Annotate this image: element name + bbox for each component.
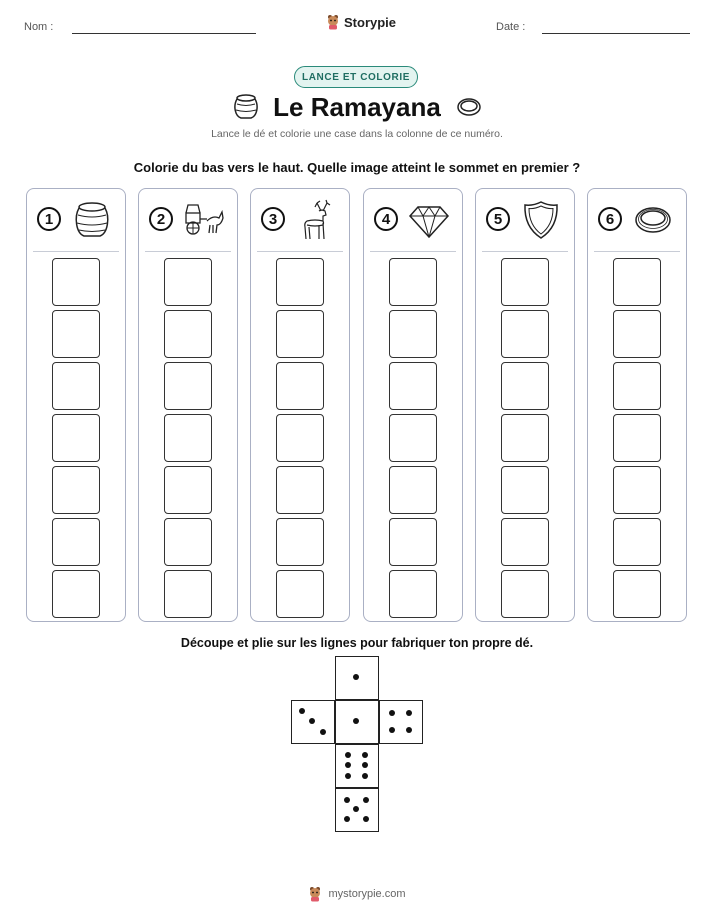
dice-pip bbox=[344, 797, 350, 803]
color-box[interactable] bbox=[389, 414, 437, 462]
dice-pip bbox=[389, 727, 395, 733]
dice-pip bbox=[345, 752, 351, 758]
color-box[interactable] bbox=[164, 466, 212, 514]
column-divider bbox=[370, 251, 456, 252]
color-box[interactable] bbox=[52, 570, 100, 618]
dice-pip bbox=[362, 773, 368, 779]
deer-icon bbox=[295, 199, 337, 241]
dice-pip bbox=[344, 816, 350, 822]
name-line[interactable] bbox=[72, 33, 256, 34]
dice-pip bbox=[389, 710, 395, 716]
color-box[interactable] bbox=[52, 310, 100, 358]
column-number: 2 bbox=[149, 207, 173, 231]
color-box[interactable] bbox=[276, 310, 324, 358]
color-box[interactable] bbox=[501, 570, 549, 618]
color-box[interactable] bbox=[389, 310, 437, 358]
date-label: Date : bbox=[496, 21, 526, 33]
dice-face-5 bbox=[335, 788, 379, 832]
footer-url[interactable]: mystorypie.com bbox=[328, 888, 406, 900]
color-box[interactable] bbox=[389, 518, 437, 566]
activity-badge: LANCE ET COLORIE bbox=[294, 66, 418, 88]
column-number: 1 bbox=[37, 207, 61, 231]
color-box[interactable] bbox=[164, 518, 212, 566]
color-box[interactable] bbox=[164, 414, 212, 462]
ring-icon bbox=[632, 199, 674, 241]
color-box[interactable] bbox=[389, 466, 437, 514]
color-box[interactable] bbox=[164, 310, 212, 358]
color-box[interactable] bbox=[501, 310, 549, 358]
dice-pip bbox=[299, 708, 305, 714]
pot-icon bbox=[71, 199, 113, 241]
column-divider bbox=[33, 251, 119, 252]
storypie-mascot-icon bbox=[308, 886, 322, 902]
dice-pip bbox=[353, 806, 359, 812]
dice-pip bbox=[362, 752, 368, 758]
color-box[interactable] bbox=[276, 362, 324, 410]
column-number: 5 bbox=[486, 207, 510, 231]
color-box[interactable] bbox=[501, 414, 549, 462]
dice-pip bbox=[406, 710, 412, 716]
color-box[interactable] bbox=[389, 570, 437, 618]
color-box[interactable] bbox=[164, 362, 212, 410]
dice-instruction: Découpe et plie sur les lignes pour fabriquer ton propre dé. bbox=[180, 636, 534, 650]
dice-pip bbox=[309, 718, 315, 724]
diamond-icon bbox=[408, 199, 450, 241]
dice-pip bbox=[406, 727, 412, 733]
color-box[interactable] bbox=[52, 362, 100, 410]
shield-icon bbox=[520, 199, 562, 241]
color-box[interactable] bbox=[276, 570, 324, 618]
color-box[interactable] bbox=[389, 258, 437, 306]
color-box[interactable] bbox=[613, 258, 661, 306]
color-box[interactable] bbox=[52, 258, 100, 306]
dice-pip bbox=[353, 718, 359, 724]
color-box[interactable] bbox=[52, 414, 100, 462]
column-number: 4 bbox=[374, 207, 398, 231]
color-box[interactable] bbox=[276, 518, 324, 566]
column-divider bbox=[257, 251, 343, 252]
column-divider bbox=[145, 251, 231, 252]
dice-pip bbox=[345, 762, 351, 768]
dice-face-1-center bbox=[335, 700, 379, 744]
column-divider bbox=[482, 251, 568, 252]
footer bbox=[0, 886, 714, 902]
column-1 bbox=[26, 188, 126, 622]
color-box[interactable] bbox=[613, 414, 661, 462]
column-number: 3 bbox=[261, 207, 285, 231]
color-box[interactable] bbox=[164, 258, 212, 306]
brand-name: Storypie bbox=[344, 14, 397, 30]
dice-pip bbox=[362, 762, 368, 768]
dice-face-4 bbox=[379, 700, 423, 744]
page-title: Le Ramayana bbox=[273, 92, 441, 122]
date-line[interactable] bbox=[542, 33, 690, 34]
column-2 bbox=[138, 188, 238, 622]
color-box[interactable] bbox=[613, 310, 661, 358]
ring-icon bbox=[456, 96, 482, 123]
color-box[interactable] bbox=[389, 362, 437, 410]
dice-pip bbox=[345, 773, 351, 779]
color-box[interactable] bbox=[276, 466, 324, 514]
color-box[interactable] bbox=[501, 362, 549, 410]
color-box[interactable] bbox=[52, 518, 100, 566]
color-box[interactable] bbox=[52, 466, 100, 514]
color-box[interactable] bbox=[613, 570, 661, 618]
color-box[interactable] bbox=[276, 258, 324, 306]
brand-logo bbox=[326, 14, 396, 30]
instruction-text: Colorie du bas vers le haut. Quelle image atteint le sommet en premier ? bbox=[133, 160, 581, 175]
column-number: 6 bbox=[598, 207, 622, 231]
color-box[interactable] bbox=[501, 258, 549, 306]
column-divider bbox=[594, 251, 680, 252]
chariot-icon bbox=[183, 199, 225, 241]
color-box[interactable] bbox=[501, 518, 549, 566]
column-5 bbox=[475, 188, 575, 622]
dice-face-1 bbox=[335, 656, 379, 700]
color-box[interactable] bbox=[613, 362, 661, 410]
dice-face-6 bbox=[335, 744, 379, 788]
name-label: Nom : bbox=[24, 21, 54, 33]
column-3 bbox=[250, 188, 350, 622]
dice-pip bbox=[353, 674, 359, 680]
dice-face-3 bbox=[291, 700, 335, 744]
dice-pip bbox=[320, 729, 326, 735]
color-box[interactable] bbox=[613, 518, 661, 566]
color-box[interactable] bbox=[164, 570, 212, 618]
dice-pip bbox=[363, 797, 369, 803]
color-box[interactable] bbox=[276, 414, 324, 462]
column-4 bbox=[363, 188, 463, 622]
subtitle: Lance le dé et colorie une case dans la colonne de ce numéro. bbox=[211, 128, 503, 140]
color-box[interactable] bbox=[501, 466, 549, 514]
dice-pip bbox=[363, 816, 369, 822]
column-6 bbox=[587, 188, 687, 622]
color-box[interactable] bbox=[613, 466, 661, 514]
storypie-mascot-icon bbox=[326, 14, 340, 30]
